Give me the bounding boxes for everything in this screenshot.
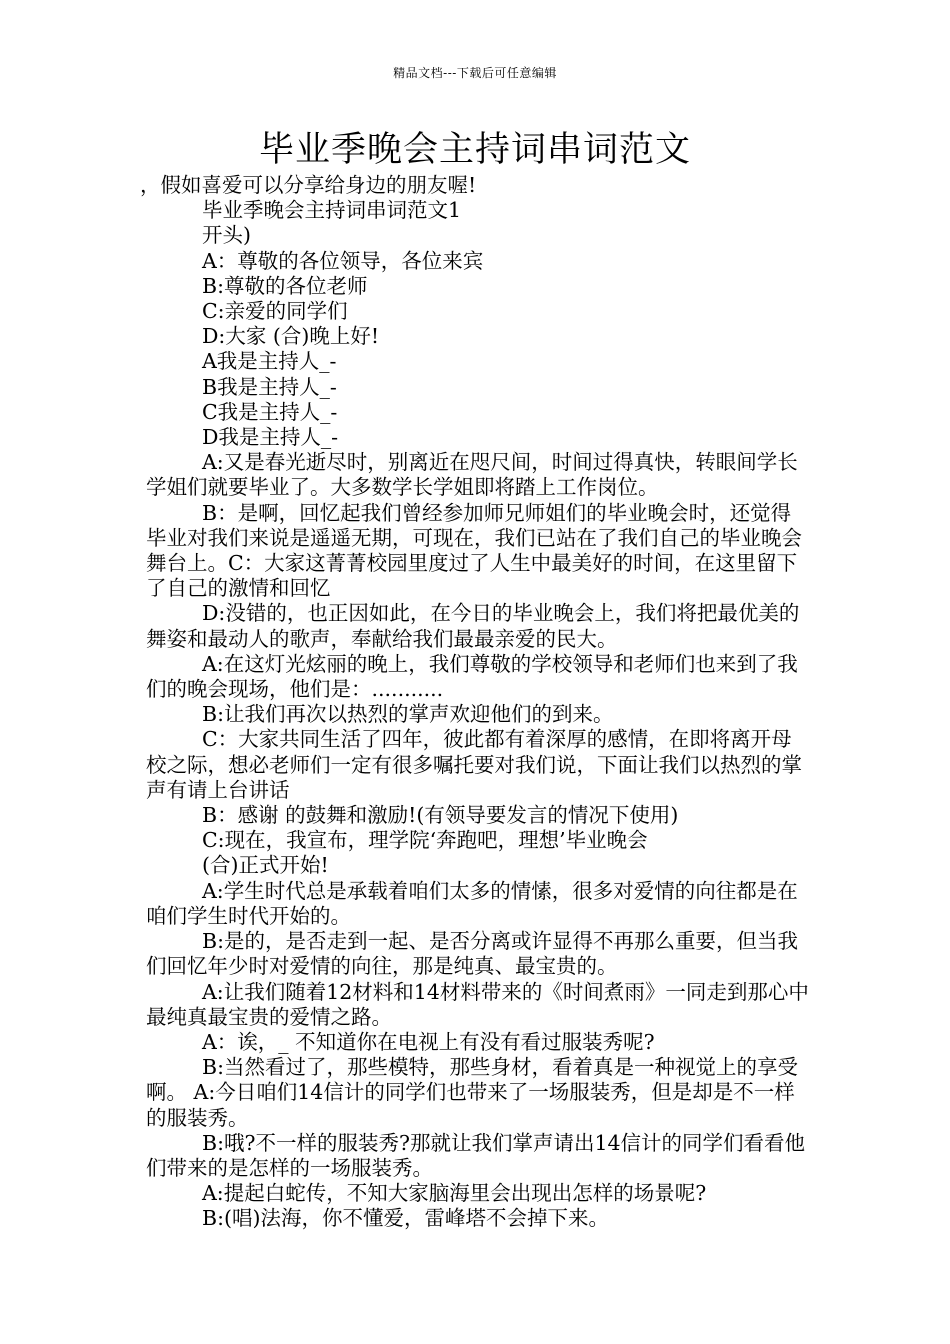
paragraph: A：尊敬的各位领导，各位来宾	[202, 248, 484, 273]
paragraph: A:学生时代总是承载着咱们太多的情愫，很多对爱情的向往都是在咱们学生时代开始的。	[146, 878, 798, 928]
paragraph: A:提起白蛇传，不知大家脑海里会出现出怎样的场景呢?	[202, 1181, 707, 1206]
paragraph: A我是主持人_-	[202, 349, 337, 374]
paragraph: B我是主持人_-	[202, 374, 337, 399]
paragraph: 毕业季晚会主持词串词范文1	[202, 198, 462, 223]
paragraph: ，假如喜爱可以分享给身边的朋友喔!	[140, 173, 477, 197]
paragraph: C我是主持人_-	[202, 399, 338, 424]
paragraph: D我是主持人_-	[202, 425, 339, 450]
paragraph: D:没错的，也正因如此，在今日的毕业晚会上，我们将把最优美的舞姿和最动人的歌声，奉献给我们最最亲爱的民大。	[146, 601, 800, 651]
paragraph: A:又是春光逝尽时，别离近在咫尺间，时间过得真快，转眼间学长学姐们就要毕业了。大多数学长学姐即将踏上工作岗位。	[146, 450, 798, 500]
paragraph: A:让我们随着12材料和14材料带来的《时间煮雨》一同走到那心中最纯真最宝贵的爱情之路。	[146, 979, 809, 1029]
paragraph: B:(唱)法海，你不懂爱，雷峰塔不会掉下来。	[202, 1206, 609, 1231]
paragraph: B:让我们再次以热烈的掌声欢迎他们的到来。	[202, 702, 614, 727]
paragraph: B:是的，是否走到一起、是否分离或许显得不再那么重要，但当我们回忆年少时对爱情的向往，那是纯真、最宝贵的。	[146, 929, 798, 979]
paragraph: D:大家 (合)晚上好!	[202, 324, 380, 349]
document-title: 毕业季晚会主持词串词范文	[258, 130, 691, 170]
paragraph: C：大家共同生活了四年，彼此都有着深厚的感情，在即将离开母校之际，想必老师们一定有很多嘱托要对我们说，下面让我们以热烈的掌声有请上台讲话	[146, 727, 802, 802]
paragraph: C:亲爱的同学们	[202, 299, 348, 324]
page-header: 精品文档---下载后可任意编辑	[393, 66, 557, 80]
paragraph: A：诶，_ 不知道你在电视上有没有看过服装秀呢?	[202, 1029, 655, 1054]
paragraph: B:哦?不一样的服装秀?那就让我们掌声请出14信计的同学们看看他们带来的是怎样的一场服装秀。	[146, 1130, 806, 1180]
document-body	[140, 173, 810, 1232]
paragraph: (合)正式开始!	[202, 853, 329, 878]
paragraph: 开头)	[202, 223, 251, 248]
paragraph: B:尊敬的各位老师	[202, 273, 368, 298]
paragraph: C:现在，我宣布，理学院‘奔跑吧，理想’毕业晚会	[202, 828, 648, 853]
paragraph: B：是啊，回忆起我们曾经参加师兄师姐们的毕业晚会时，还觉得毕业对我们来说是遥遥无期，可现在，我们已站在了我们自己的毕业晚会舞台上。C：大家这菁菁校园里度过了人生中最美好的时间，在这里留下了自己的激情和回忆	[146, 500, 802, 601]
paragraph: A:在这灯光炫丽的晚上，我们尊敬的学校领导和老师们也来到了我们的晚会现场，他们是：...........	[146, 651, 798, 702]
paragraph: B：感谢 的鼓舞和激励!(有领导要发言的情况下使用)	[202, 803, 679, 828]
paragraph: B:当然看过了，那些模特，那些身材，看着真是一种视觉上的享受啊。 A:今日咱们14信计的同学们也带来了一场服装秀，但是却是不一样的服装秀。	[146, 1055, 798, 1130]
